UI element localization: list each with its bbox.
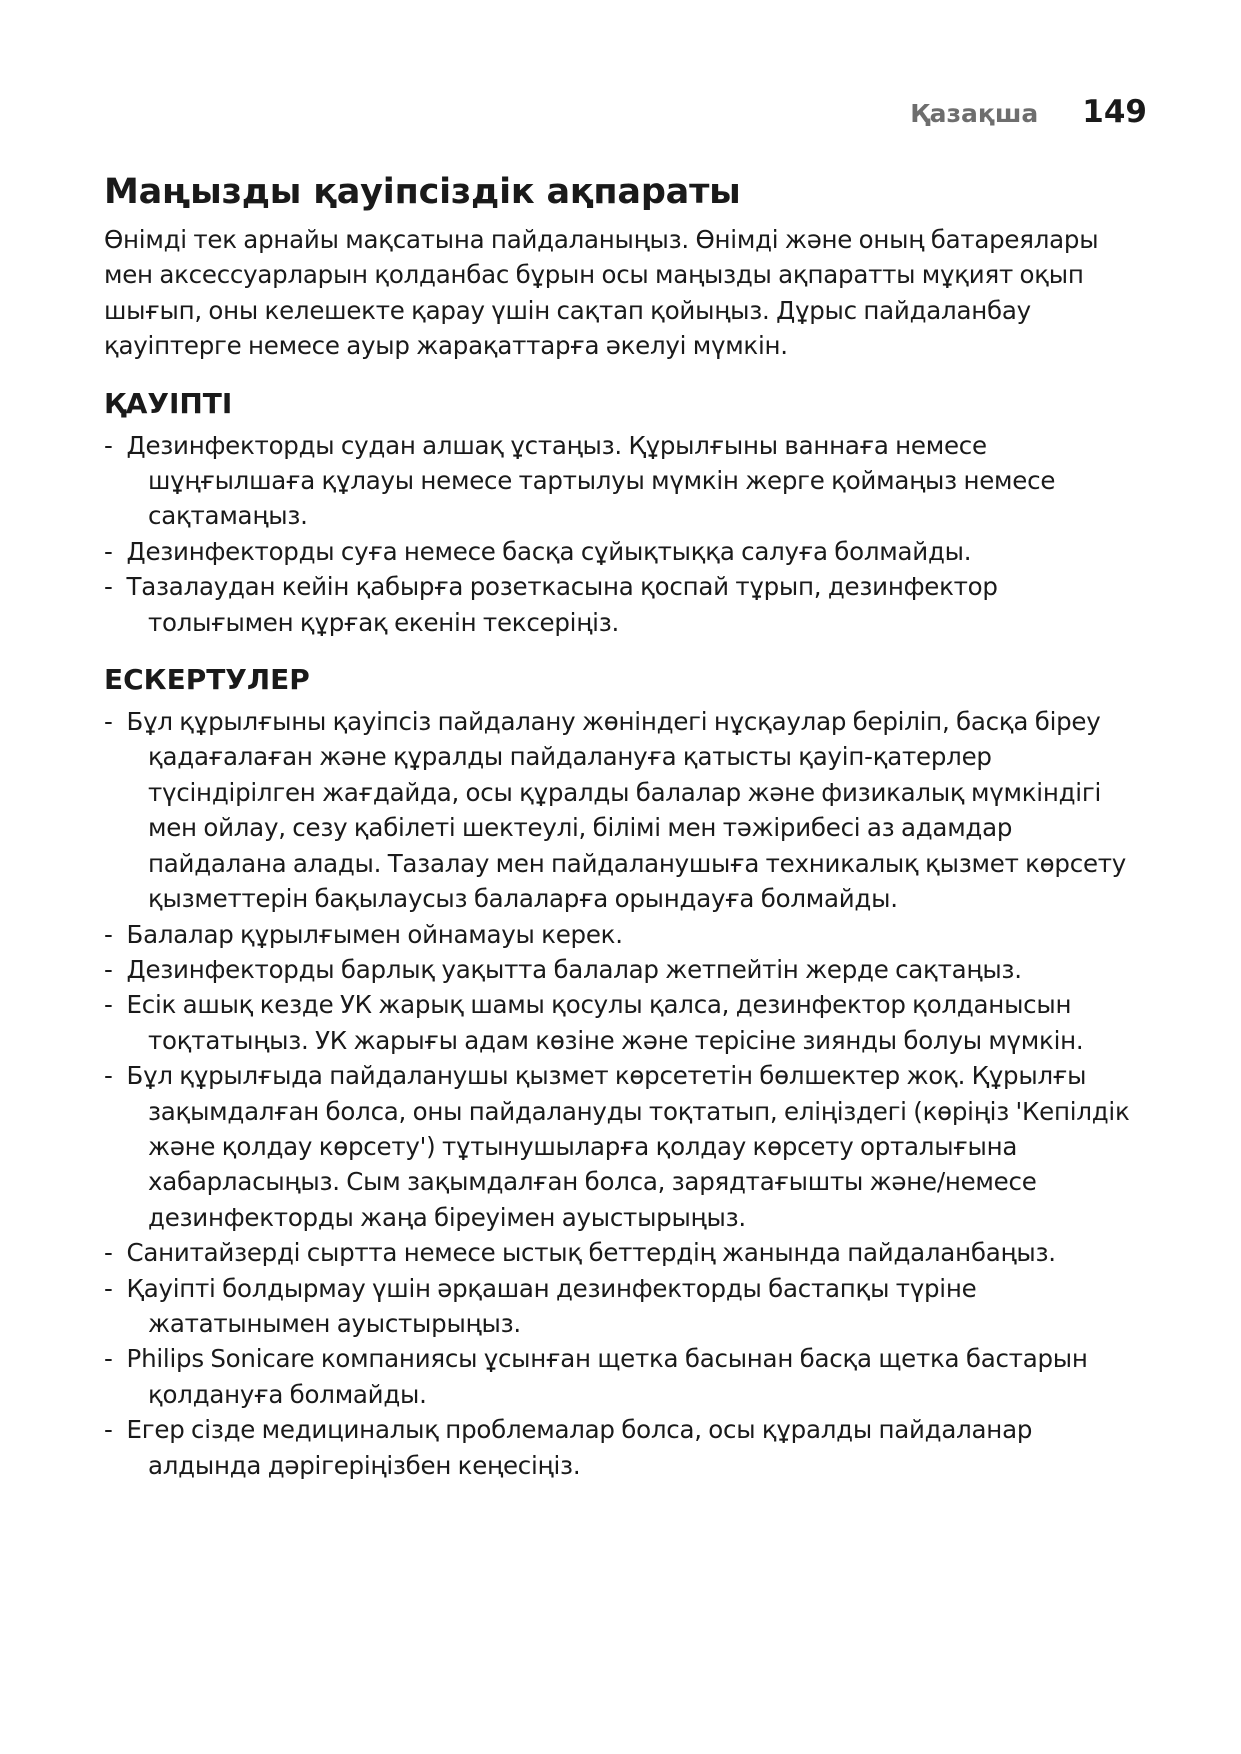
danger-item-text: Дезинфекторды судан алшақ ұстаңыз. Құрылғыны ваннаға немесе шұңғылшаға құлауы немесе тартылуы мүмкін жерге қоймаңыз немесе сақтамаңыз. — [126, 430, 1056, 531]
warnings-list — [104, 704, 1144, 1483]
warning-item: - Егер сізде медициналық проблемалар болса, осы құралды пайдаланар алдында дәрігеріңізбен кеңесіңіз. — [104, 1415, 1033, 1480]
warning-item-text: Бұл құрылғыны қауіпсіз пайдалану жөніндегі нұсқаулар беріліп, басқа біреу қадағалаған және құралды пайдалануға қатысты қауіп-қатерлер түсіндірілген жағдайда, осы құралды балалар және физикалық мүмкіндігі мен ойлау, сезу қабілеті шектеулі, білімі мен тәжірибесі аз адамдар пайдалана алады. Тазалау мен пайдаланушыға техникалық қызмет көрсету қызметтерін бақылаусыз балаларға орындауға болмайды. — [126, 707, 1127, 914]
warning-item: - Дезинфекторды барлық уақытта балалар жетпейтін жерде сақтаңыз. — [104, 954, 1022, 984]
warning-item: - Philips Sonicare компаниясы ұсынған щетка басынан басқа щетка бастарын қолдануға болмайды. — [104, 1344, 1088, 1409]
warnings-section — [104, 658, 1144, 1483]
warning-item-text: Егер сізде медициналық проблемалар болса, осы құралды пайдаланар алдында дәрігеріңізбен кеңесіңіз. — [126, 1415, 1033, 1480]
warning-item-text: Санитайзерді сыртта немесе ыстық беттердің жанында пайдаланбаңыз. — [126, 1238, 1056, 1268]
page-title: Маңызды қауіпсіздік ақпараты — [104, 172, 741, 212]
warning-item: - Бұл құрылғыны қауіпсіз пайдалану жөніндегі нұсқаулар беріліп, басқа біреу қадағалаған және құралды пайдалануға қатысты қауіп-қатерлер түсіндірілген жағдайда, осы құралды балалар және физикалық мүмкіндігі мен ойлау, сезу қабілеті шектеулі, білімі мен тәжірибесі аз адамдар пайдалана алады. Тазалау мен пайдаланушыға техникалық қызмет көрсету қызметтерін бақылаусыз балаларға орындауға болмайды. — [104, 707, 1127, 914]
danger-heading: ҚАУІПТІ — [104, 386, 233, 420]
danger-item-text: Дезинфекторды суға немесе басқа сұйықтыққа салуға болмайды. — [126, 536, 972, 566]
warning-item-text: Philips Sonicare компаниясы ұсынған щетка басынан басқа щетка бастарын қолдануға болмайды. — [126, 1344, 1088, 1409]
warning-item-text: Қауіпті болдырмау үшін әрқашан дезинфекторды бастапқы түріне жататынымен ауыстырыңыз. — [126, 1273, 977, 1338]
page-header — [910, 94, 1147, 130]
danger-item: - Дезинфекторды судан алшақ ұстаңыз. Құрылғыны ваннаға немесе шұңғылшаға құлауы немесе тартылуы мүмкін жерге қоймаңыз немесе сақтамаңыз. — [104, 430, 1056, 531]
warning-item-text: Балалар құрылғымен ойнамауы керек. — [126, 919, 623, 949]
warning-item: - Балалар құрылғымен ойнамауы керек. — [104, 919, 623, 949]
page-number: 149 — [1082, 94, 1147, 130]
warning-item-text: Есік ашық кезде УК жарық шамы қосулы қалса, дезинфектор қолданысын тоқтатыңыз. УК жарығы адам көзіне және терісіне зиянды болуы мүмкін. — [126, 990, 1084, 1055]
danger-list — [104, 428, 1144, 640]
danger-item: - Тазалаудан кейін қабырға розеткасына қоспай тұрып, дезинфектор толығымен құрғақ екенін тексеріңіз. — [104, 572, 998, 637]
warnings-heading: ЕСКЕРТУЛЕР — [104, 663, 310, 697]
warning-item-text: Дезинфекторды барлық уақытта балалар жетпейтін жерде сақтаңыз. — [126, 954, 1022, 984]
warning-item: - Қауіпті болдырмау үшін әрқашан дезинфекторды бастапқы түріне жататынымен ауыстырыңыз. — [104, 1273, 977, 1338]
warning-item: - Санитайзерді сыртта немесе ыстық беттердің жанында пайдаланбаңыз. — [104, 1238, 1056, 1268]
danger-section — [104, 382, 1144, 640]
document-body — [104, 170, 1144, 1483]
warning-item-text: Бұл құрылғыда пайдаланушы қызмет көрсететін бөлшектер жоқ. Құрылғы зақымдалған болса, оны пайдалануды тоқтатып, еліңіздегі (көріңіз 'Кепілдік және қолдау көрсету') тұтынушыларға қолдау көрсету орталығына хабарласыңыз. Сым зақымдалған болса, зарядтағышты және/немесе дезинфекторды жаңа біреуімен ауыстырыңыз. — [126, 1061, 1130, 1232]
warning-item: - Бұл құрылғыда пайдаланушы қызмет көрсететін бөлшектер жоқ. Құрылғы зақымдалған болса, оны пайдалануды тоқтатып, еліңіздегі (көріңіз 'Кепілдік және қолдау көрсету') тұтынушыларға қолдау көрсету орталығына хабарласыңыз. Сым зақымдалған болса, зарядтағышты және/немесе дезинфекторды жаңа біреуімен ауыстырыңыз. — [104, 1061, 1130, 1232]
danger-item: - Дезинфекторды суға немесе басқа сұйықтыққа салуға болмайды. — [104, 536, 972, 566]
danger-item-text: Тазалаудан кейін қабырға розеткасына қоспай тұрып, дезинфектор толығымен құрғақ екенін тексеріңіз. — [126, 572, 998, 637]
warning-item: - Есік ашық кезде УК жарық шамы қосулы қалса, дезинфектор қолданысын тоқтатыңыз. УК жарығы адам көзіне және терісіне зиянды болуы мүмкін. — [104, 990, 1084, 1055]
intro-paragraph: Өнімді тек арнайы мақсатына пайдаланыңыз. Өнімді және оның батареялары мен аксессуарларын қолданбас бұрын осы маңызды ақпаратты мұқият оқып шығып, оны келешекте қарау үшін сақтап қойыңыз. Дұрыс пайдаланбау қауіптерге немесе ауыр жарақаттарға әкелуі мүмкін. — [104, 225, 1099, 361]
language-label: Қазақша — [910, 99, 1039, 128]
